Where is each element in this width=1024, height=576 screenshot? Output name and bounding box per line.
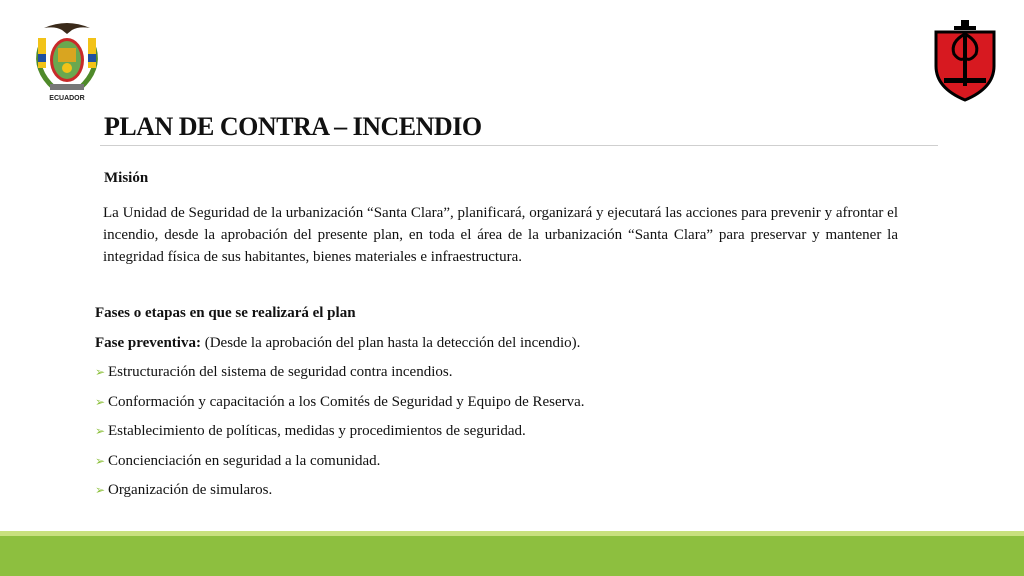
phase-label: Fase preventiva: — [95, 334, 201, 351]
list-item — [95, 362, 915, 392]
title-divider — [100, 145, 938, 146]
list-item-text: Conformación y capacitación a los Comités de Seguridad y Equipo de Reserva. — [108, 393, 585, 410]
phase-preventive — [95, 333, 915, 363]
mission-text: La Unidad de Seguridad de la urbanización “Santa Clara”, planificará, organizará y ejecutará las acciones para prevenir y afrontar el incendio, desde la aprobación del presente plan, en toda el área de la urbanización “Santa Clara” para preservar y mantener la integridad física de sus habitantes, bienes materiales e infraestructura. — [103, 205, 898, 265]
page-title: PLAN DE CONTRA – INCENDIO — [104, 112, 482, 141]
footer-bar — [0, 536, 1024, 576]
phases-heading: Fases o etapas en que se realizará el plan — [95, 305, 356, 321]
list-item — [95, 392, 915, 422]
list-item-text: Establecimiento de políticas, medidas y procedimientos de seguridad. — [108, 423, 526, 439]
ecuador-coat-of-arms-icon — [24, 18, 110, 104]
arrow-bullet-icon: ➢ — [95, 424, 106, 438]
list-item — [95, 451, 915, 481]
security-shield-icon — [930, 18, 1000, 102]
arrow-bullet-icon: ➢ — [95, 394, 106, 409]
arrow-bullet-icon: ➢ — [95, 453, 106, 468]
list-item-text: Concienciación en seguridad a la comunidad. — [108, 452, 381, 469]
list-item — [95, 480, 915, 510]
arrow-bullet-icon: ➢ — [95, 483, 106, 497]
mission-heading: Misión — [104, 170, 149, 186]
phase-description: (Desde la aprobación del plan hasta la detección del incendio). — [200, 334, 581, 351]
arrow-bullet-icon: ➢ — [95, 365, 106, 379]
list-item-text: Organización de simularos. — [108, 482, 273, 498]
list-item — [95, 421, 915, 451]
ecuador-caption: ECUADOR — [49, 95, 85, 102]
phases-section — [95, 303, 915, 510]
list-item-text: Estructuración del sistema de seguridad contra incendios. — [108, 364, 453, 380]
